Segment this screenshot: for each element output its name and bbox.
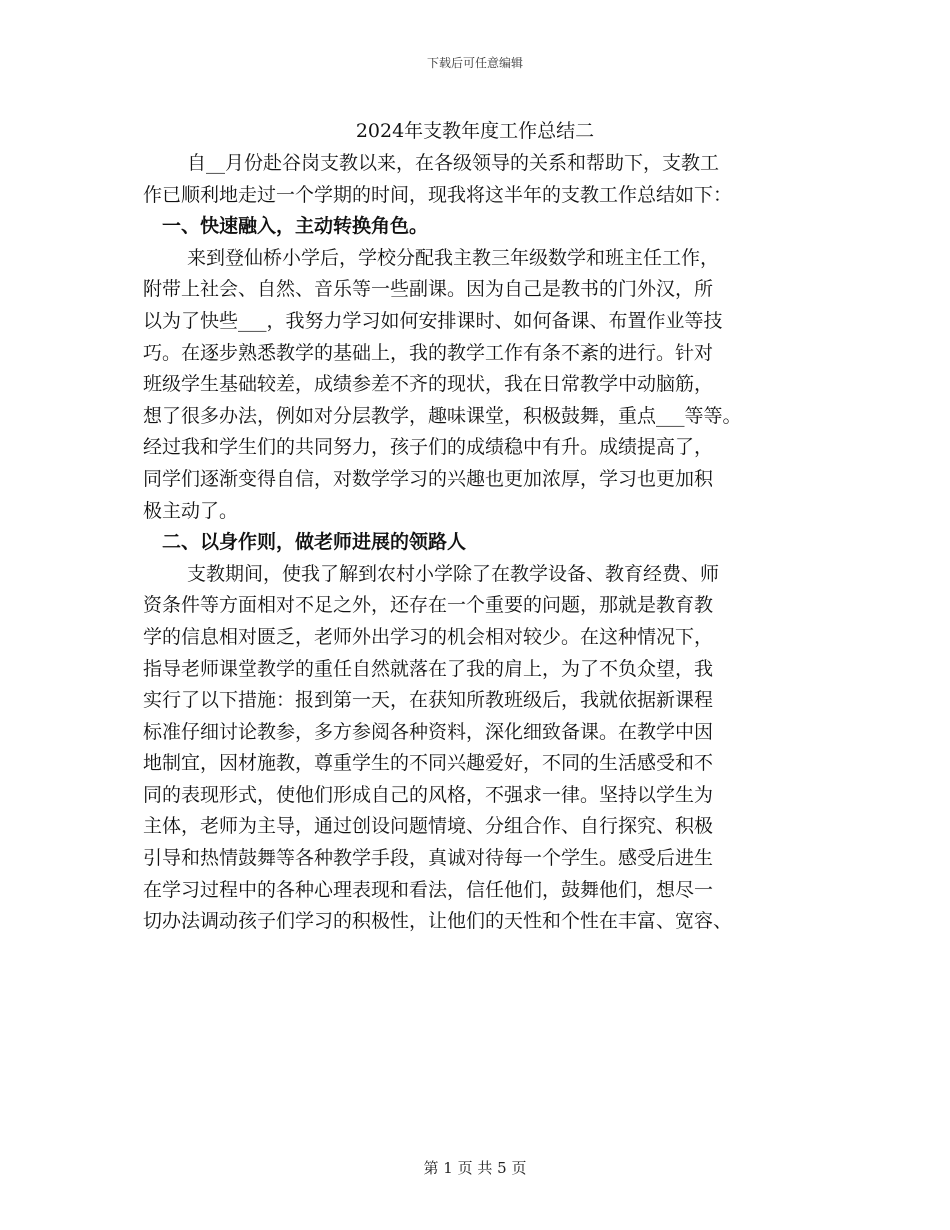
document-title: 2024年支教年度工作总结二 bbox=[355, 120, 595, 142]
section-heading: 二、以身作则，做老师进展的领路人 bbox=[162, 531, 467, 554]
paragraph-line: 资条件等方面相对不足之外，还存在一个重要的问题，那就是教育教 bbox=[143, 594, 714, 617]
header-note: 下载后可任意编辑 bbox=[426, 56, 523, 70]
paragraph-line: 以为了快些___，我努力学习如何安排课时、如何备课、布置作业等技 bbox=[143, 309, 723, 332]
paragraph-line: 同的表现形式，使他们形成自己的风格，不强求一律。坚持以学生为 bbox=[143, 783, 714, 806]
paragraph-line: 附带上社会、自然、音乐等一些副课。因为自己是教书的门外汉，所 bbox=[143, 278, 714, 301]
paragraph-line: 标准仔细讨论教参，多方参阅各种资料，深化细致备课。在教学中因 bbox=[143, 720, 714, 743]
paragraph-line: 切办法调动孩子们学习的积极性，让他们的天性和个性在丰富、宽容、 bbox=[143, 910, 733, 933]
paragraph-line: 想了很多办法，例如对分层教学，趣味课堂，积极鼓舞，重点___等等。 bbox=[143, 404, 742, 427]
paragraph-line: 极主动了。 bbox=[143, 499, 239, 522]
paragraph-line: 自__月份赴谷岗支教以来，在各级领导的关系和帮助下，支教工 bbox=[187, 152, 720, 174]
paragraph-line: 巧。在逐步熟悉教学的基础上，我的教学工作有条不紊的进行。针对 bbox=[143, 341, 714, 364]
paragraph-line: 引导和热情鼓舞等各种教学手段，真诚对待每一个学生。感受后进生 bbox=[143, 847, 714, 870]
paragraph-line: 实行了以下措施：报到第一天，在获知所教班级后，我就依据新课程 bbox=[143, 689, 714, 712]
paragraph-line: 地制宜，因材施教，尊重学生的不同兴趣爱好，不同的生活感受和不 bbox=[143, 752, 714, 775]
paragraph-line: 同学们逐渐变得自信，对数学学习的兴趣也更加浓厚，学习也更加积 bbox=[143, 467, 714, 490]
section-heading: 一、快速融入，主动转换角色。 bbox=[162, 215, 429, 238]
paragraph-line: 在学习过程中的各种心理表现和看法，信任他们，鼓舞他们，想尽一 bbox=[143, 878, 714, 901]
paragraph-line: 指导老师课堂教学的重任自然就落在了我的肩上，为了不负众望，我 bbox=[143, 657, 714, 680]
paragraph-line: 来到登仙桥小学后，学校分配我主教三年级数学和班主任工作， bbox=[187, 246, 720, 269]
paragraph-line: 支教期间，使我了解到农村小学除了在教学设备、教育经费、师 bbox=[187, 562, 720, 585]
page-footer: 第 1 页 共 5 页 bbox=[423, 1159, 527, 1177]
paragraph-line: 学的信息相对匮乏，老师外出学习的机会相对较少。在这种情况下， bbox=[143, 625, 714, 648]
document-body bbox=[143, 148, 813, 938]
paragraph-line: 作已顺利地走过一个学期的时间，现我将这半年的支教工作总结如下： bbox=[143, 183, 733, 206]
paragraph-line: 主体，老师为主导，通过创设问题情境、分组合作、自行探究、积极 bbox=[143, 815, 714, 838]
paragraph-line: 经过我和学生们的共同努力，孩子们的成绩稳中有升。成绩提高了， bbox=[143, 436, 714, 459]
paragraph-line: 班级学生基础较差，成绩参差不齐的现状，我在日常教学中动脑筋， bbox=[143, 373, 714, 396]
